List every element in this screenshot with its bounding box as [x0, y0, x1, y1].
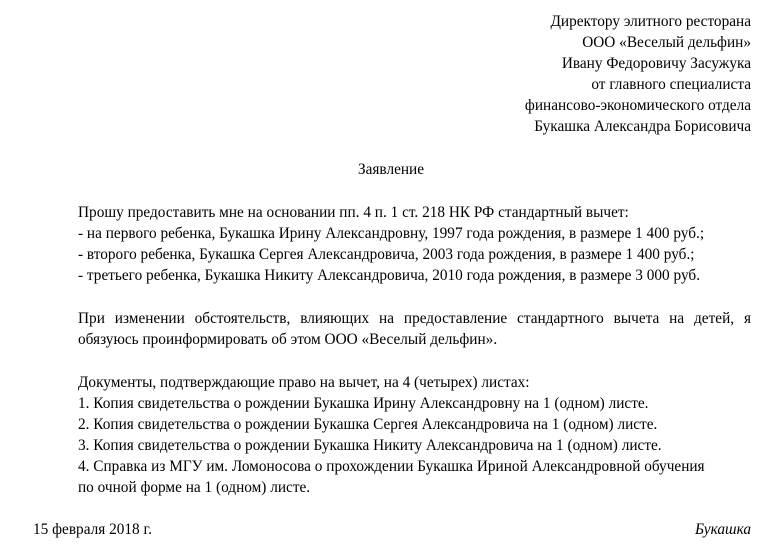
obligation-line-1: При изменении обстоятельств, влияющих на предоставление стандартного вычета на детей, я — [78, 310, 751, 327]
document-item-4-line-2: по очной форме на 1 (одном) листе. — [78, 479, 311, 496]
document-item-1: 1. Копия свидетельства о рождении Букашка Ирину Александровну на 1 (одном) листе. — [78, 395, 649, 412]
document-date: 15 февраля 2018 г. — [33, 521, 152, 538]
addressee-position: Директору элитного ресторана — [550, 13, 751, 30]
sender-name: Букашка Александра Борисовича — [534, 118, 751, 135]
sender-position: от главного специалиста — [591, 76, 751, 93]
child-item-1: - на первого ребенка, Букашка Ирину Александровну, 1997 года рождения, в размере 1 400 руб.; — [78, 225, 705, 242]
sender-department: финансово-экономического отдела — [524, 97, 751, 114]
document-item-2: 2. Копия свидетельства о рождении Букашка Сергея Александровича на 1 (одном) листе. — [78, 416, 658, 433]
child-item-3: - третьего ребенка, Букашка Никиту Александровича, 2010 года рождения, в размере 3 000 руб. — [78, 267, 701, 284]
obligation-line-2: обязуюсь проинформировать об этом ООО «Веселый дельфин». — [78, 331, 498, 348]
document-item-3: 3. Копия свидетельства о рождении Букашка Никиту Александровича на 1 (одном) листе. — [78, 437, 662, 454]
addressee-company: ООО «Веселый дельфин» — [582, 34, 751, 51]
request-intro: Прошу предоставить мне на основании пп. 4 п. 1 ст. 218 НК РФ стандартный вычет: — [78, 204, 629, 221]
document-title: Заявление — [357, 161, 425, 178]
document-item-4-line-1: 4. Справка из МГУ им. Ломоносова о прохождении Букашка Ириной Александровной обучения — [78, 458, 705, 475]
documents-intro: Документы, подтверждающие право на вычет, на 4 (четырех) листах: — [78, 374, 530, 391]
signature: Букашка — [694, 521, 751, 538]
child-item-2: - второго ребенка, Букашка Сергея Александровича, 2003 года рождения, в размере 1 400 руб.; — [78, 246, 695, 263]
addressee-name: Ивану Федоровичу Засужука — [561, 55, 751, 72]
